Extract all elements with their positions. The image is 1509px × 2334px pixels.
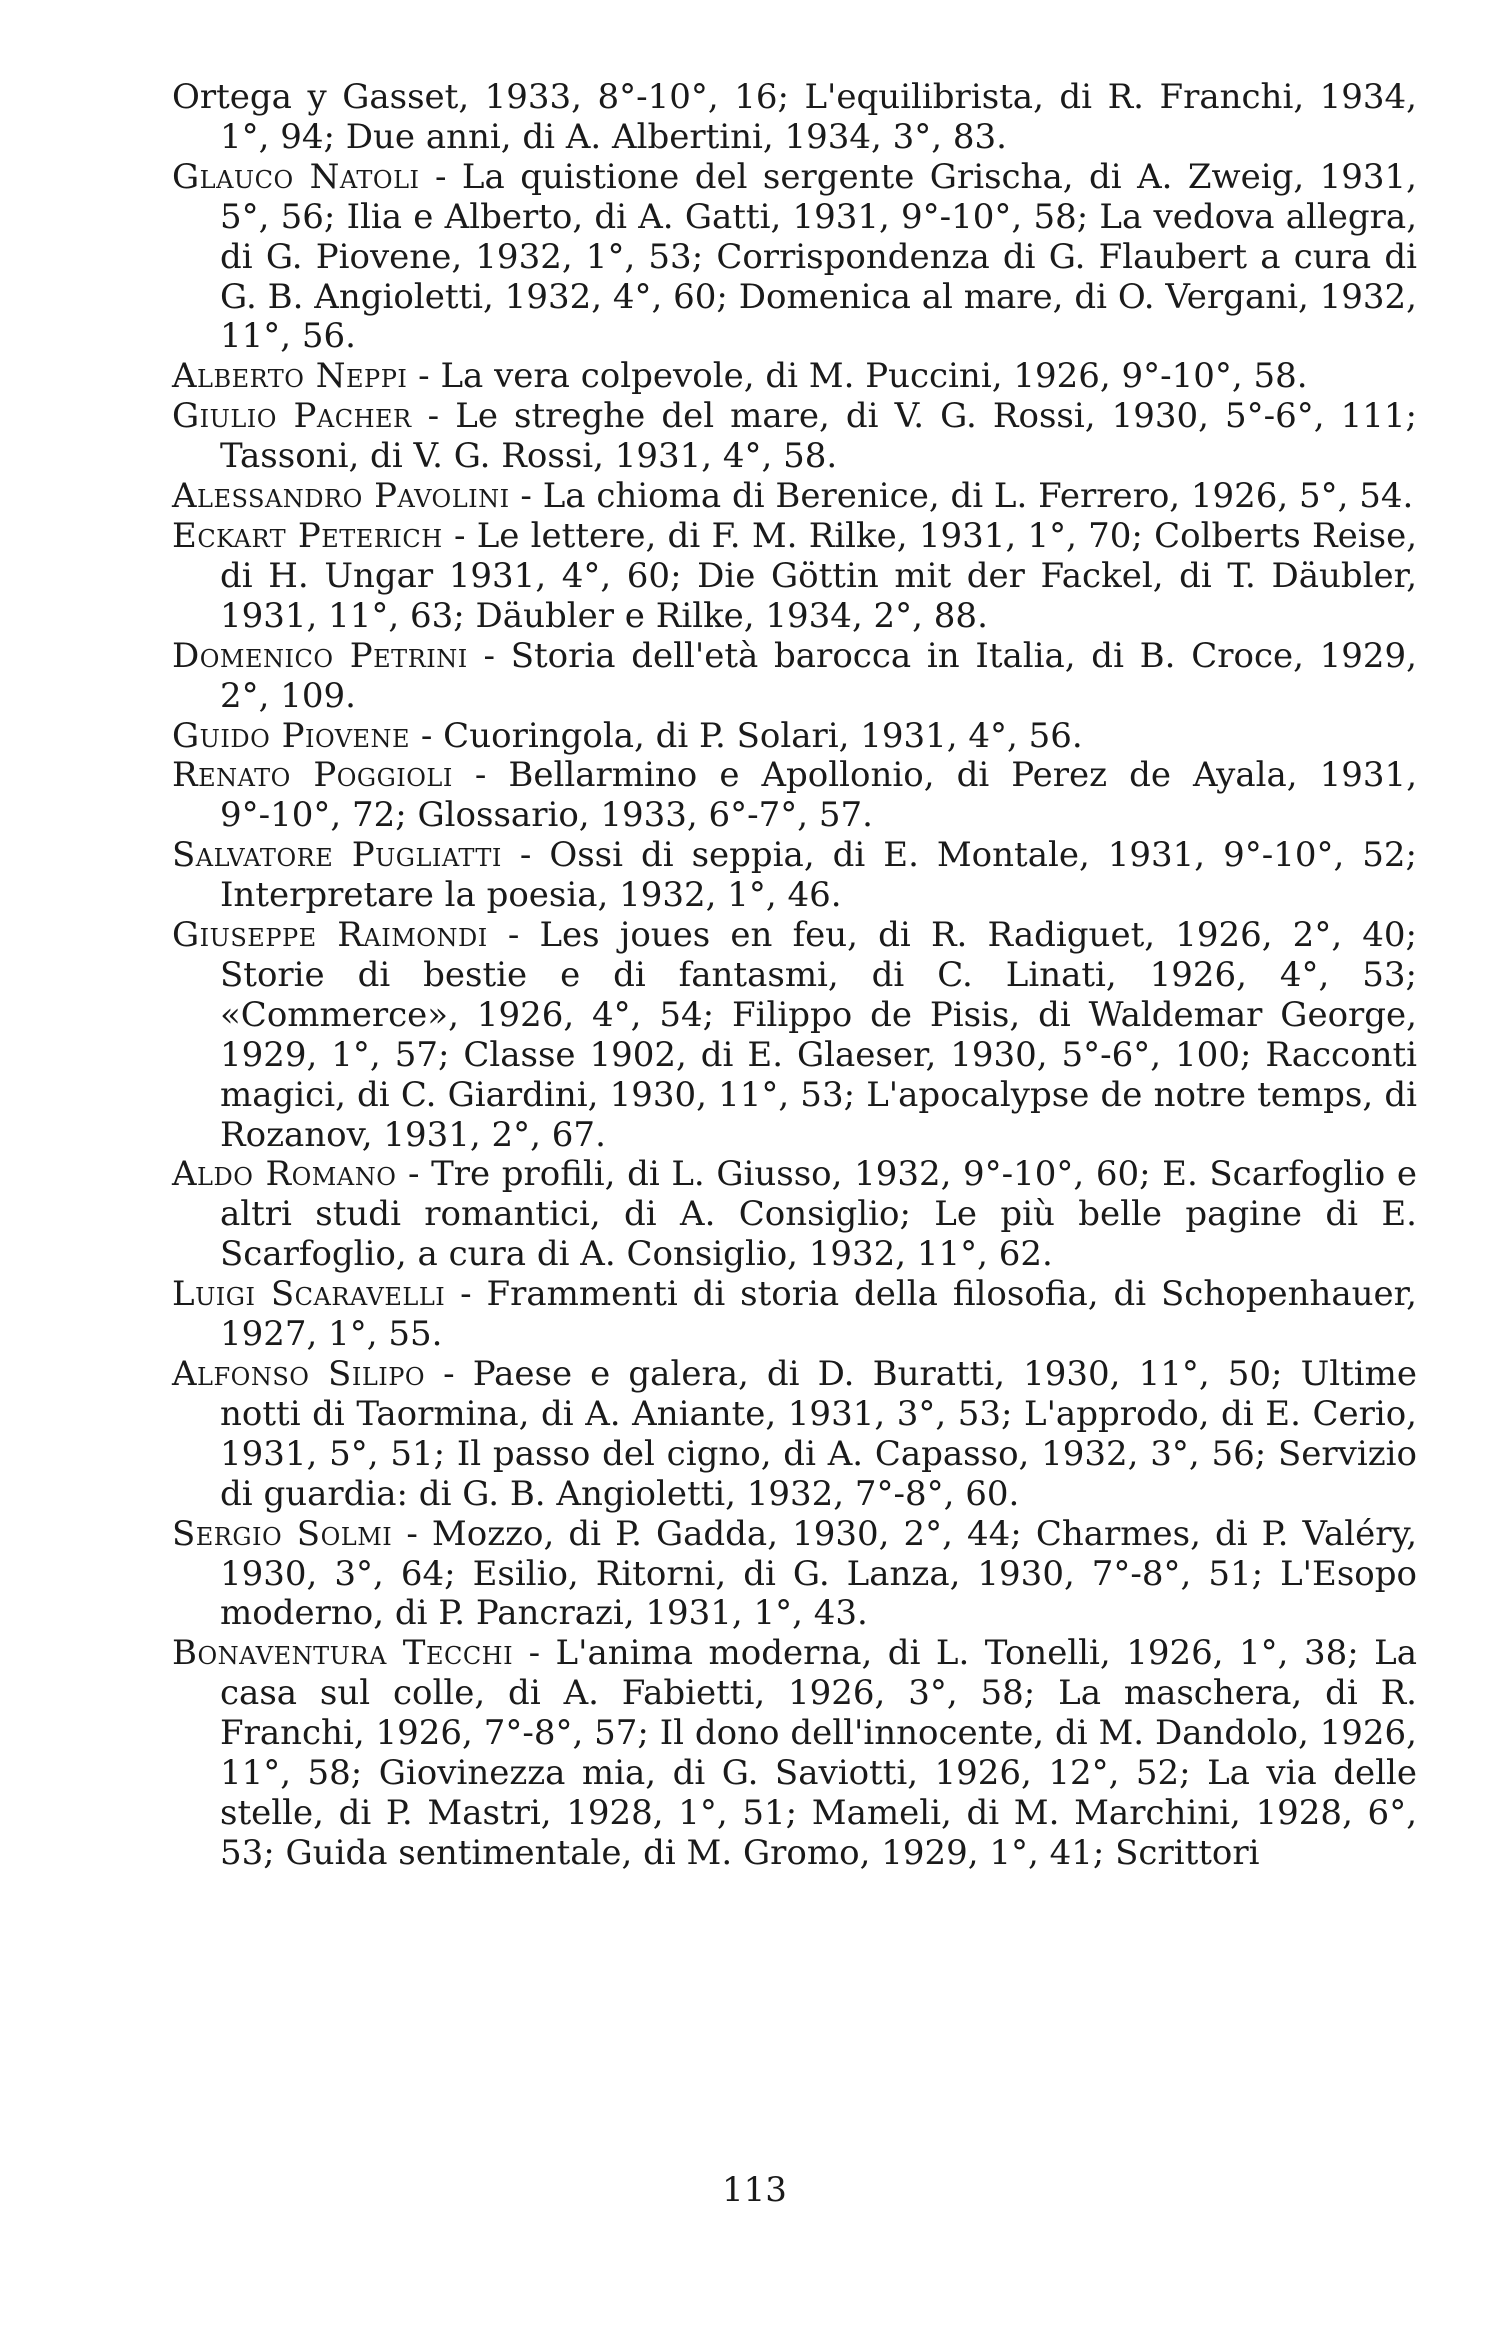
index-entry <box>172 1155 1417 1275</box>
index-entry <box>172 1275 1417 1355</box>
entry-text: - Mozzo, di P. Gadda, 1930, 2°, 44; Charmes, di P. Valéry, 1930, 3°, 64; Esilio, Ritorni, di G. Lanza, 1930, 7°-8°, 51; L'Esopo moderno, di P. Pancrazi, 1931, 1°, 43. <box>220 1513 1418 1634</box>
entry-author: Giulio Pacher <box>172 396 412 437</box>
entry-author: Salvatore Pugliatti <box>172 835 502 876</box>
index-entry <box>172 78 1417 158</box>
entry-text: - Bellarmino e Apollonio, di Perez de Ayala, 1931, 9°-10°, 72; Glossario, 1933, 6°-7°, 57. <box>220 755 1417 836</box>
index-entry <box>172 637 1417 717</box>
entry-text: Ortega y Gasset, 1933, 8°-10°, 16; L'equilibrista, di R. Franchi, 1934, 1°, 94; Due anni, di A. Albertini, 1934, 3°, 83. <box>172 77 1417 157</box>
index-entry <box>172 1634 1417 1873</box>
entry-text: - Cuoringola, di P. Solari, 1931, 4°, 56. <box>410 715 1083 756</box>
index-entry <box>172 517 1417 637</box>
entry-author: Alberto Neppi <box>172 356 408 397</box>
entry-text: - Tre profili, di L. Giusso, 1932, 9°-10°, 60; E. Scarfoglio e altri studi romantici, di A. Consiglio; Le più belle pagine di E. Scarfoglio, a cura di A. Consiglio, 1932, 11°, 62. <box>220 1154 1418 1275</box>
entry-author: Giuseppe Raimondi <box>172 915 488 956</box>
entry-text: - Le streghe del mare, di V. G. Rossi, 1930, 5°-6°, 111; Tassoni, di V. G. Rossi, 1931, 4°, 58. <box>220 396 1417 477</box>
index-entry <box>172 477 1417 517</box>
entry-author: Luigi Scaravelli <box>172 1274 446 1315</box>
index-entry <box>172 1515 1417 1635</box>
entry-text: - Frammenti di storia della filosofia, di Schopenhauer, 1927, 1°, 55. <box>220 1274 1417 1355</box>
entry-text: - L'anima moderna, di L. Tonelli, 1926, 1°, 38; La casa sul colle, di A. Fabietti, 1926, 3°, 58; La maschera, di R. Franchi, 1926, 7°-8°, 57; Il dono dell'innocente, di M. Dandolo, 1926, 11°, 58; Giovinezza mia, di G. Saviotti, 1926, 12°, 52; La via delle stelle, di P. Mastri, 1928, 1°, 51; Mameli, di M. Marchini, 1928, 6°, 53; Guida sentimentale, di M. Gromo, 1929, 1°, 41; Scrittori <box>220 1633 1417 1873</box>
page-number: 113 <box>722 2170 787 2210</box>
entry-text: - Les joues en feu, di R. Radiguet, 1926, 2°, 40; Storie di bestie e di fantasmi, di C. Linati, 1926, 4°, 53; «Commerce», 1926, 4°, 54; Filippo de Pisis, di Waldemar George, 1929, 1°, 57; Classe 1902, di E. Glaeser, 1930, 5°-6°, 100; Racconti magici, di C. Giardini, 1930, 11°, 53; L'apocalypse de notre temps, di Rozanov, 1931, 2°, 67. <box>220 915 1417 1155</box>
index-entry <box>172 836 1417 916</box>
entry-text: - La vera colpevole, di M. Puccini, 1926, 9°-10°, 58. <box>407 356 1308 397</box>
entry-author: Renato Poggioli <box>172 755 453 796</box>
entry-author: Alfonso Silipo <box>172 1354 426 1394</box>
index-entries <box>172 78 1417 1874</box>
entry-author: Bonaventura Tecchi <box>172 1633 514 1674</box>
entry-author: Domenico Petrini <box>172 635 468 676</box>
index-entry <box>172 397 1417 477</box>
entry-text: - Ossi di seppia, di E. Montale, 1931, 9°-10°, 52; Interpretare la poesia, 1932, 1°, 46. <box>220 835 1418 916</box>
index-entry <box>172 717 1417 757</box>
index-entry <box>172 357 1417 397</box>
entry-author: Sergio Solmi <box>172 1513 393 1554</box>
index-entry <box>172 916 1417 1155</box>
entry-author: Guido Piovene <box>172 715 411 756</box>
entry-author: Eckart Peterich <box>172 515 443 556</box>
index-entry <box>172 756 1417 836</box>
entry-text: - La quistione del sergente Grischa, di A. Zweig, 1931, 5°, 56; Ilia e Alberto, di A. Gatti, 1931, 9°-10°, 58; La vedova allegra, di G. Piovene, 1932, 1°, 53; Corrispondenza di G. Flaubert a cura di G. B. Angioletti, 1932, 4°, 60; Domenica al mare, di O. Vergani, 1932, 11°, 56. <box>220 156 1417 357</box>
entry-author: Alessandro Pavolini <box>172 476 510 517</box>
entry-text: - La chioma di Berenice, di L. Ferrero, 1926, 5°, 54. <box>509 476 1414 517</box>
entry-author: Glauco Natoli <box>172 156 420 197</box>
index-entry <box>172 1355 1417 1515</box>
entry-text: - Le lettere, di F. M. Rilke, 1931, 1°, 70; Colberts Reise, di H. Ungar 1931, 4°, 60; Die Göttin mit der Fackel, di T. Däubler, 1931, 11°, 63; Däubler e Rilke, 1934, 2°, 88. <box>220 515 1417 636</box>
entry-text: - Paese e galera, di D. Buratti, 1930, 11°, 50; Ultime notti di Taormina, di A. Aniante, 1931, 3°, 53; L'approdo, di E. Cerio, 1931, 5°, 51; Il passo del cigno, di A. Capasso, 1932, 3°, 56; Servizio di guardia: di G. B. Angioletti, 1932, 7°-8°, 60. <box>220 1354 1417 1514</box>
entry-author: Aldo Romano <box>172 1154 397 1195</box>
index-entry <box>172 158 1417 358</box>
entry-text: - Storia dell'età barocca in Italia, di B. Croce, 1929, 2°, 109. <box>220 635 1417 716</box>
